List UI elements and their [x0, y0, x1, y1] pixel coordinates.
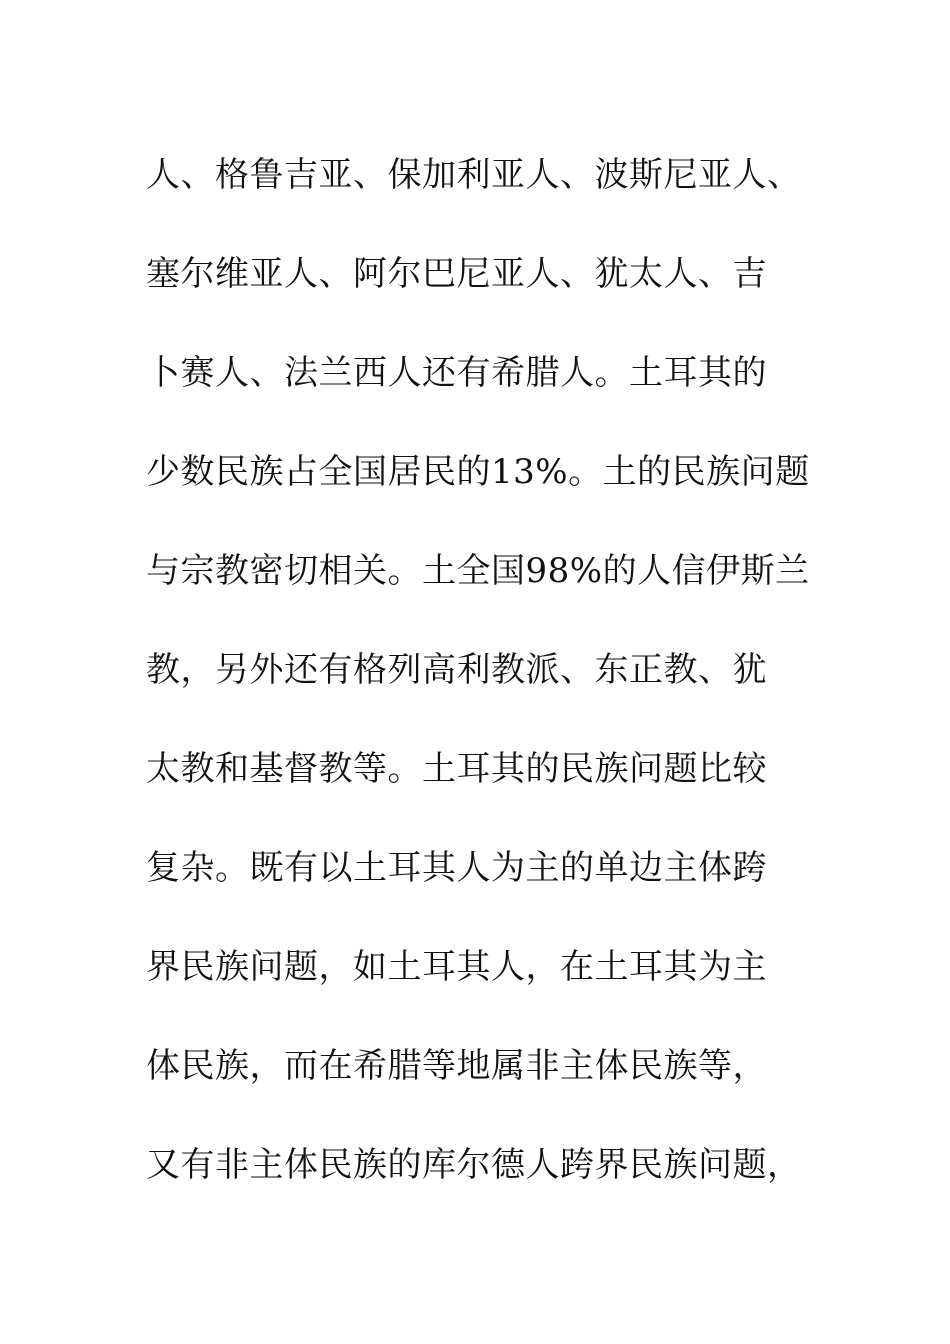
text-line: 塞尔维亚人、阿尔巴尼亚人、犹太人、吉 [146, 254, 767, 294]
text-line: 卜赛人、法兰西人还有希腊人。土耳其的 [146, 353, 767, 393]
text-line: 教，另外还有格列高利教派、东正教、犹 [146, 650, 767, 690]
document-body [146, 126, 816, 1215]
text-line: 界民族问题，如土耳其人，在土耳其为主 [146, 947, 767, 987]
text-line: 复杂。既有以土耳其人为主的单边主体跨 [146, 848, 767, 888]
text-line: 又有非主体民族的库尔德人跨界民族问题， [146, 1145, 802, 1185]
text-line: 少数民族占全国居民的13%。土的民族问题 [146, 452, 810, 492]
text-line: 太教和基督教等。土耳其的民族问题比较 [146, 749, 767, 789]
text-line: 与宗教密切相关。土全国98%的人信伊斯兰 [146, 551, 810, 591]
text-line: 人、格鲁吉亚、保加利亚人、波斯尼亚人、 [146, 155, 802, 195]
text-line: 体民族，而在希腊等地属非主体民族等， [146, 1046, 767, 1086]
